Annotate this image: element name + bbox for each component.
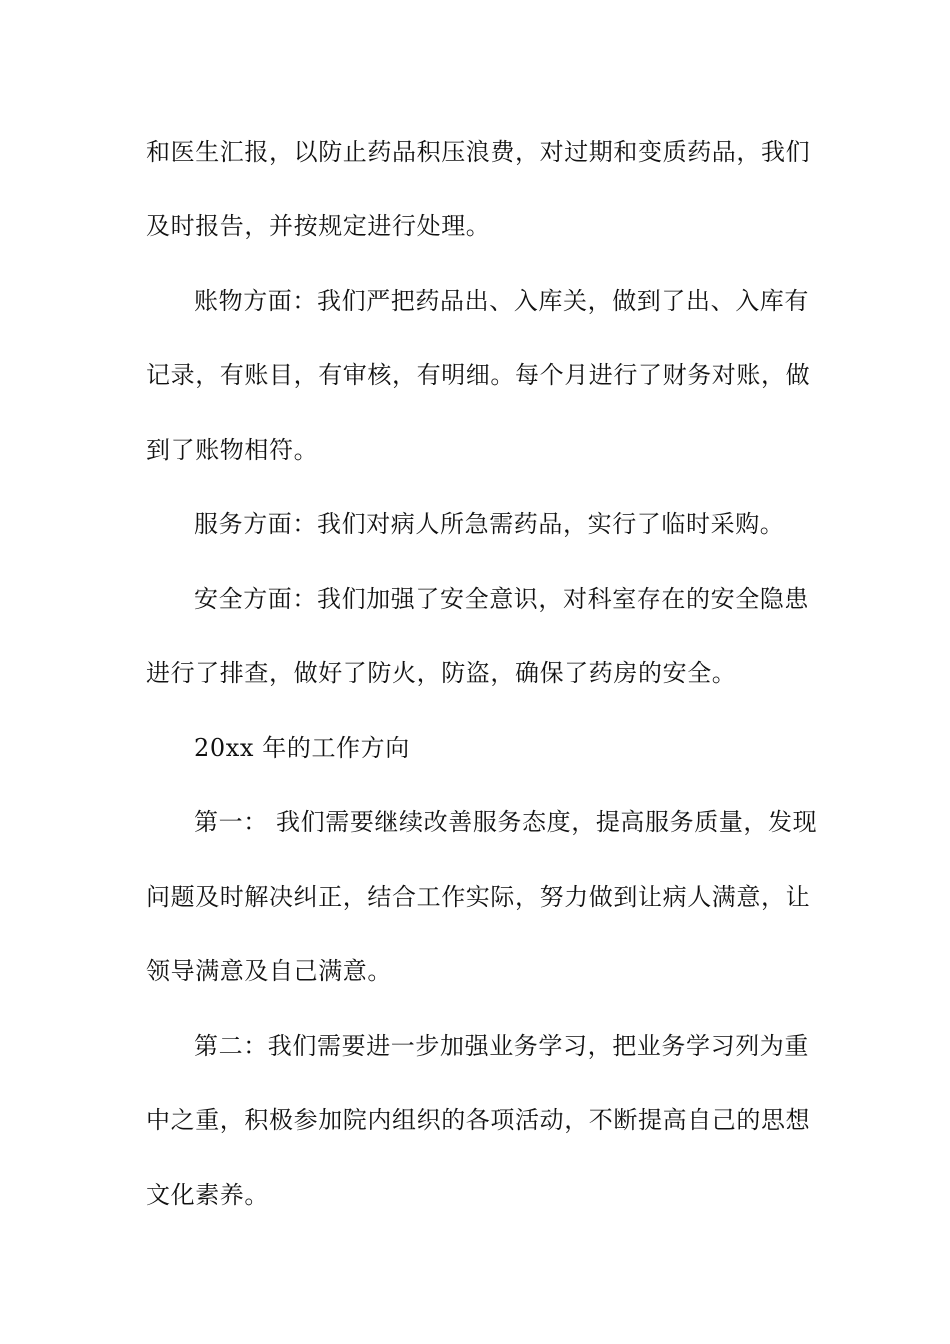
text-line: 及时报告，并按规定进行处理。 <box>146 212 491 240</box>
paragraph-start-line: 安全方面：我们加强了安全意识，对科室存在的安全隐患 <box>194 585 809 613</box>
section-heading: 20xx 年的工作方向 <box>194 734 410 762</box>
paragraph-start-line: 第一： 我们需要继续改善服务态度，提高服务质量，发现 <box>194 808 818 836</box>
text-line: 到了账物相符。 <box>146 436 319 464</box>
paragraph-start-line: 服务方面：我们对病人所急需药品，实行了临时采购。 <box>194 510 785 538</box>
text-line: 进行了排查，做好了防火，防盗，确保了药房的安全。 <box>146 659 737 687</box>
paragraph-start-line: 第二：我们需要进一步加强业务学习，把业务学习列为重 <box>194 1032 809 1060</box>
text-line: 中之重，积极参加院内组织的各项活动，不断提高自己的思想 <box>146 1106 811 1134</box>
text-line: 领导满意及自己满意。 <box>146 957 392 985</box>
text-line: 文化素养。 <box>146 1181 269 1209</box>
text-line: 记录，有账目，有审核，有明细。每个月进行了财务对账，做 <box>146 361 811 389</box>
text-line: 问题及时解决纠正，结合工作实际，努力做到让病人满意，让 <box>146 883 811 911</box>
text-line: 和医生汇报，以防止药品积压浪费，对过期和变质药品，我们 <box>146 138 811 166</box>
paragraph-start-line: 账物方面：我们严把药品出、入库关，做到了出、入库有 <box>194 287 809 315</box>
